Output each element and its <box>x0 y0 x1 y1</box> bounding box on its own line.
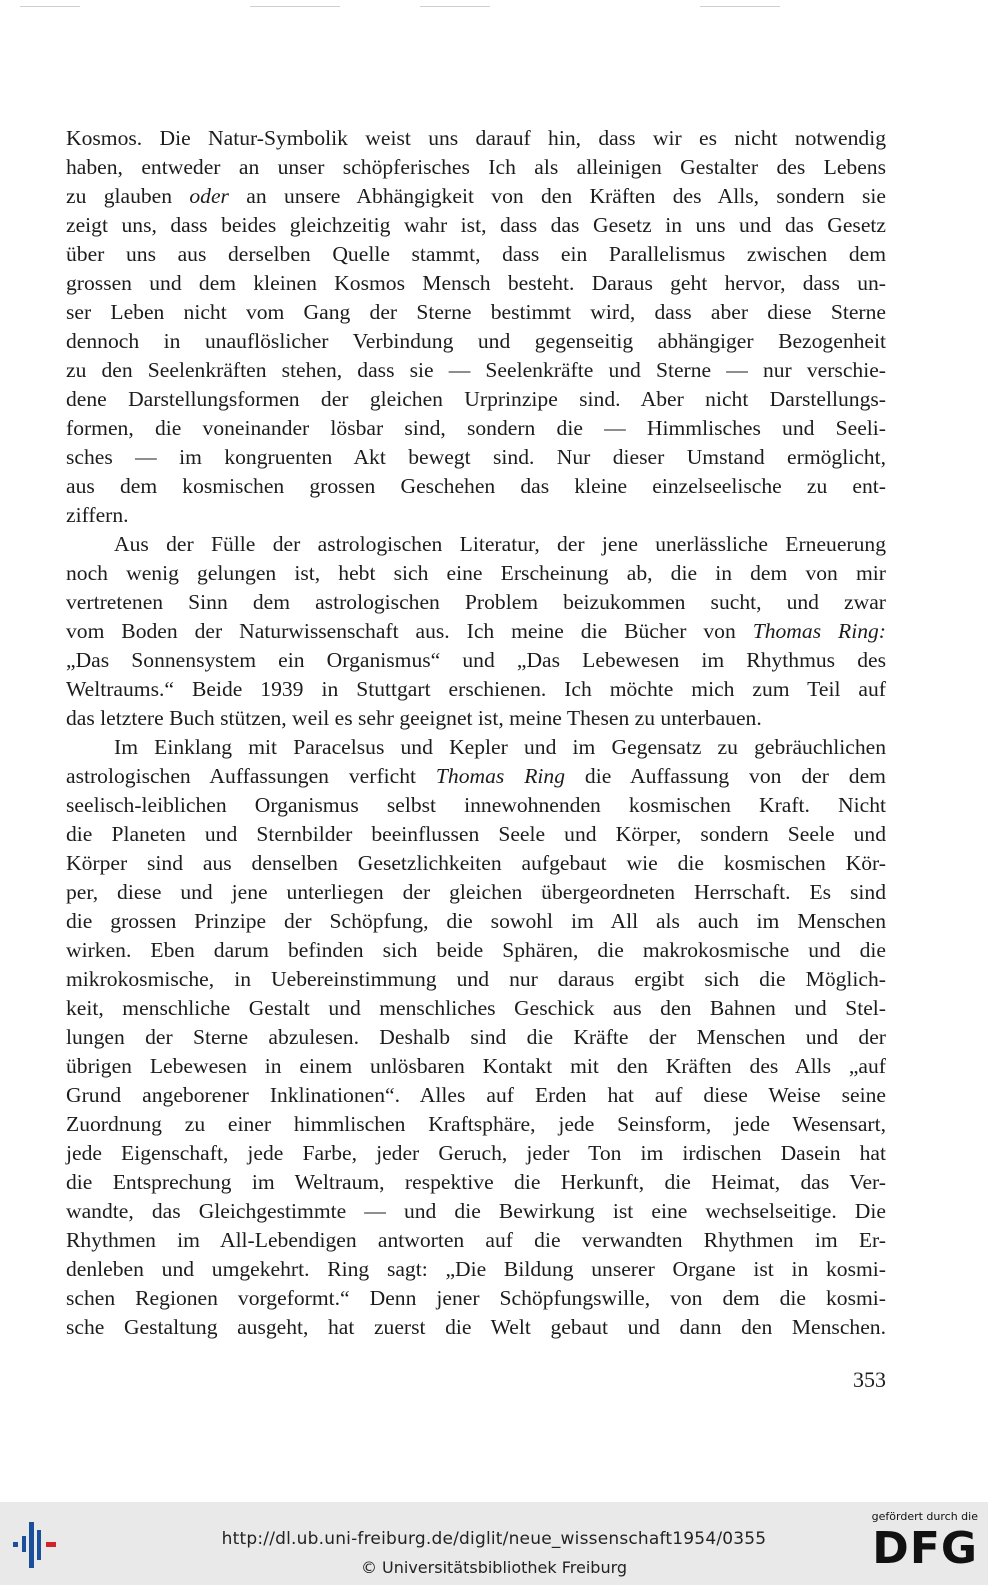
dfg-logo <box>868 1510 978 1580</box>
text-line: das letztere Buch stützen, weil es sehr geeignet ist, meine Thesen zu unterbauen. <box>66 706 762 730</box>
text-line: übrigen Lebewesen in einem unlösbaren Kontakt mit den Kräften des Alls „auf <box>66 1054 886 1078</box>
text-line: Im Einklang mit Paracelsus und Kepler und im Gegensatz zu gebräuchlichen <box>114 735 886 759</box>
text-line: ziffern. <box>66 503 129 527</box>
text-line: über uns aus derselben Quelle stammt, dass ein Parallelismus zwischen dem <box>66 242 886 266</box>
text-line: zu den Seelenkräften stehen, dass sie — Seelenkräfte und Sterne — nur verschie- <box>66 358 886 382</box>
scan-edge <box>0 0 988 14</box>
text-line: noch wenig gelungen ist, hebt sich eine Erscheinung ab, die in dem von mir <box>66 561 886 585</box>
text-line: lungen der Sterne abzulesen. Deshalb sind die Kräfte der Menschen und der <box>66 1025 886 1049</box>
text-line: Grund angeborener Inklinationen“. Alles auf Erden hat auf diese Weise seine <box>66 1083 886 1107</box>
text-line: zu glauben oder an unsere Abhängigkeit von den Kräften des Alls, sondern sie <box>66 184 886 208</box>
text-line: Körper sind aus denselben Gesetzlichkeiten aufgebaut wie die kosmischen Kör- <box>66 851 886 875</box>
text-line: wandte, das Gleichgestimmte — und die Bewirkung ist eine wechselseitige. Die <box>66 1199 886 1223</box>
text-line: per, diese und jene unterliegen der gleichen übergeordneten Herrschaft. Es sind <box>66 880 886 904</box>
text-line: ser Leben nicht vom Gang der Sterne bestimmt wird, dass aber diese Sterne <box>66 300 886 324</box>
text-line: die Planeten und Sternbilder beeinflussen Seele und Körper, sondern Seele und <box>66 822 886 846</box>
text-line: dene Darstellungsformen der gleichen Urprinzipe sind. Aber nicht Darstellungs- <box>66 387 886 411</box>
dfg-wordmark: DFG <box>872 1523 978 1574</box>
text-line: denleben und umgekehrt. Ring sagt: „Die Bildung unserer Organe ist in kosmi- <box>66 1257 886 1281</box>
text-line: die grossen Prinzipe der Schöpfung, die sowohl im All als auch im Menschen <box>66 909 886 933</box>
text-line: sches — im kongruenten Akt bewegt sind. Nur dieser Umstand ermöglicht, <box>66 445 886 469</box>
text-line: haben, entweder an unser schöpferisches Ich als alleinigen Gestalter des Lebens <box>66 155 886 179</box>
copyright-notice: © Universitätsbibliothek Freiburg <box>360 1558 628 1577</box>
text-line: Zuordnung zu einer himmlischen Kraftsphäre, jede Seinsform, jede Wesensart, <box>66 1112 886 1136</box>
text-line: vom Boden der Naturwissenschaft aus. Ich meine die Bücher von Thomas Ring: <box>66 619 886 643</box>
text-line: dennoch in unauflöslicher Verbindung und gegenseitig abhängiger Bezogenheit <box>66 329 886 353</box>
text-line: formen, die voneinander lösbar sind, sondern die — Himmlisches und Seeli- <box>66 416 886 440</box>
text-line: schen Regionen vorgeformt.“ Denn jener Schöpfungswille, von dem die kosmi- <box>66 1286 886 1310</box>
text-line: die Entsprechung im Weltraum, respektive die Herkunft, die Heimat, das Ver- <box>66 1170 886 1194</box>
text-line: jede Eigenschaft, jede Farbe, jeder Geruch, jeder Ton im irdischen Dasein hat <box>66 1141 886 1165</box>
text-line: „Das Sonnensystem ein Organismus“ und „Das Lebewesen im Rhythmus des <box>66 648 886 672</box>
body-text <box>66 124 886 1342</box>
footer-bar <box>0 1502 988 1585</box>
text-line: mikrokosmische, in Uebereinstimmung und nur daraus ergibt sich die Möglich- <box>66 967 886 991</box>
permalink-url[interactable]: http://dl.ub.uni-freiburg.de/diglit/neue_wissenschaft1954/0355 <box>221 1529 767 1549</box>
text-line: aus dem kosmischen grossen Geschehen das kleine einzelseelische zu ent- <box>66 474 886 498</box>
text-line: Weltraums.“ Beide 1939 in Stuttgart erschienen. Ich möchte mich zum Teil auf <box>66 677 886 701</box>
text-line: wirken. Eben darum befinden sich beide Sphären, die makrokosmische und die <box>66 938 886 962</box>
text-line: grossen und dem kleinen Kosmos Mensch besteht. Daraus geht hervor, dass un- <box>66 271 886 295</box>
dfg-caption: gefördert durch die <box>871 1510 978 1523</box>
text-line: keit, menschliche Gestalt und menschliches Geschick aus den Bahnen und Stel- <box>66 996 886 1020</box>
text-line: seelisch-leiblichen Organismus selbst innewohnenden kosmischen Kraft. Nicht <box>66 793 886 817</box>
text-line: astrologischen Auffassungen verficht Thomas Ring die Auffassung von der dem <box>66 764 886 788</box>
page-number: 353 <box>853 1367 886 1392</box>
text-line: Aus der Fülle der astrologischen Literatur, der jene unerlässliche Erneuerung <box>114 532 886 556</box>
text-line: vertretenen Sinn dem astrologischen Problem beizukommen sucht, und zwar <box>66 590 886 614</box>
text-line: sche Gestaltung ausgeht, hat zuerst die Welt gebaut und dann den Menschen. <box>66 1315 886 1339</box>
text-line: zeigt uns, dass beides gleichzeitig wahr ist, dass das Gesetz in uns und das Gesetz <box>66 213 886 237</box>
text-line: Kosmos. Die Natur-Symbolik weist uns darauf hin, dass wir es nicht notwendig <box>66 126 886 150</box>
text-line: Rhythmen im All-Lebendigen antworten auf die verwandten Rhythmen im Er- <box>66 1228 886 1252</box>
